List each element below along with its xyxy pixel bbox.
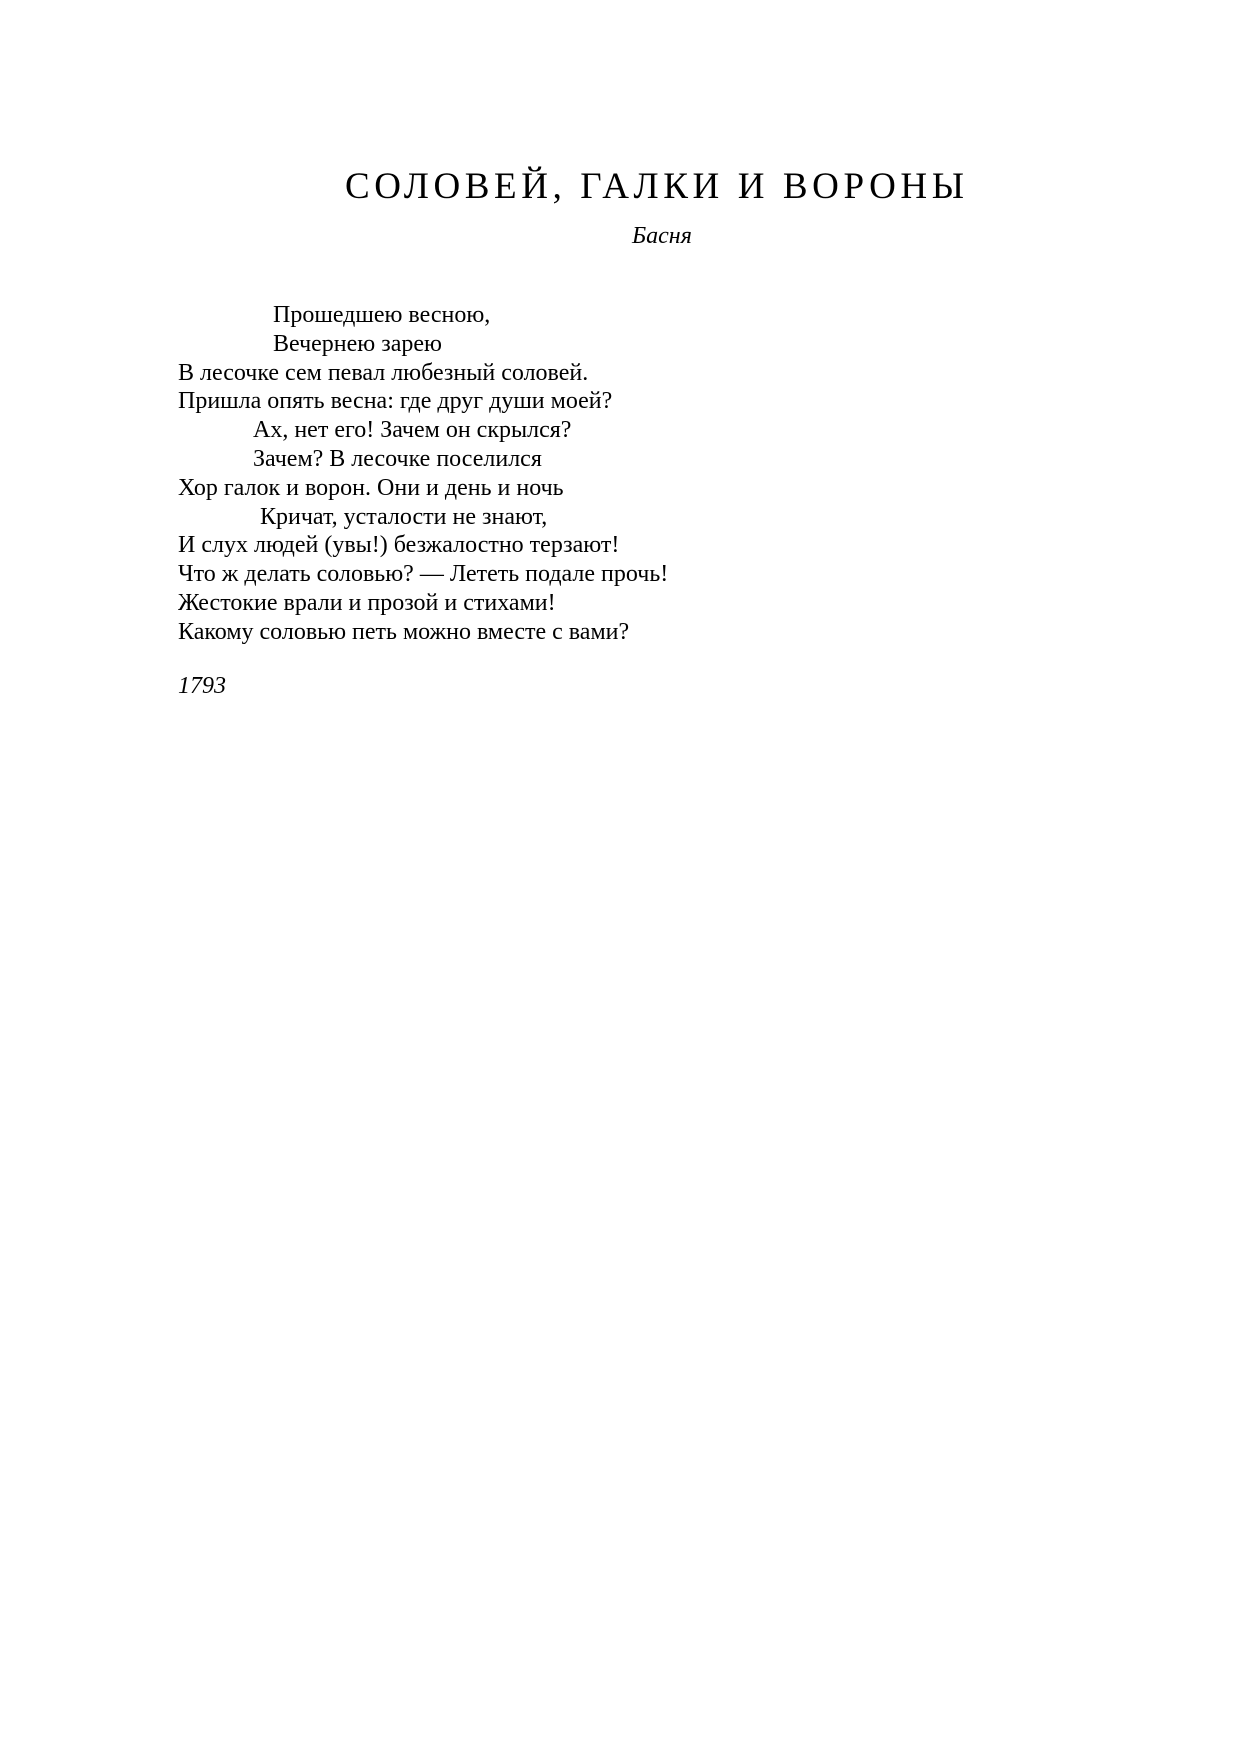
verse-line: Какому соловью петь можно вместе с вами? [178,618,630,645]
verse-line: И слух людей (увы!) безжалостно терзают! [178,532,620,559]
verse-line: Пришла опять весна: где друг души моей? [178,388,613,415]
poem-title: СОЛОВЕЙ, ГАЛКИ И ВОРОНЫ [345,166,969,207]
verse-line: Что ж делать соловью? — Лететь подале прочь! [178,561,669,588]
poem-subtitle: Басня [632,223,692,249]
verse-line: В лесочке сем певал любезный соловей. [178,359,589,386]
verse-line: Вечернею зарею [273,330,442,357]
verse-line: Ах, нет его! Зачем он скрылся? [253,417,572,444]
verse-line: Прошедшею весною, [273,302,491,328]
verse-line: Хор галок и ворон. Они и день и ночь [178,474,564,501]
verse-line: Кричат, усталости не знают, [260,503,548,530]
verse-line: Зачем? В лесочке поселился [253,445,542,472]
poem-body [178,301,1078,647]
poem-date: 1793 [178,673,226,699]
verse-line: Жестокие врали и прозой и стихами! [178,589,556,616]
